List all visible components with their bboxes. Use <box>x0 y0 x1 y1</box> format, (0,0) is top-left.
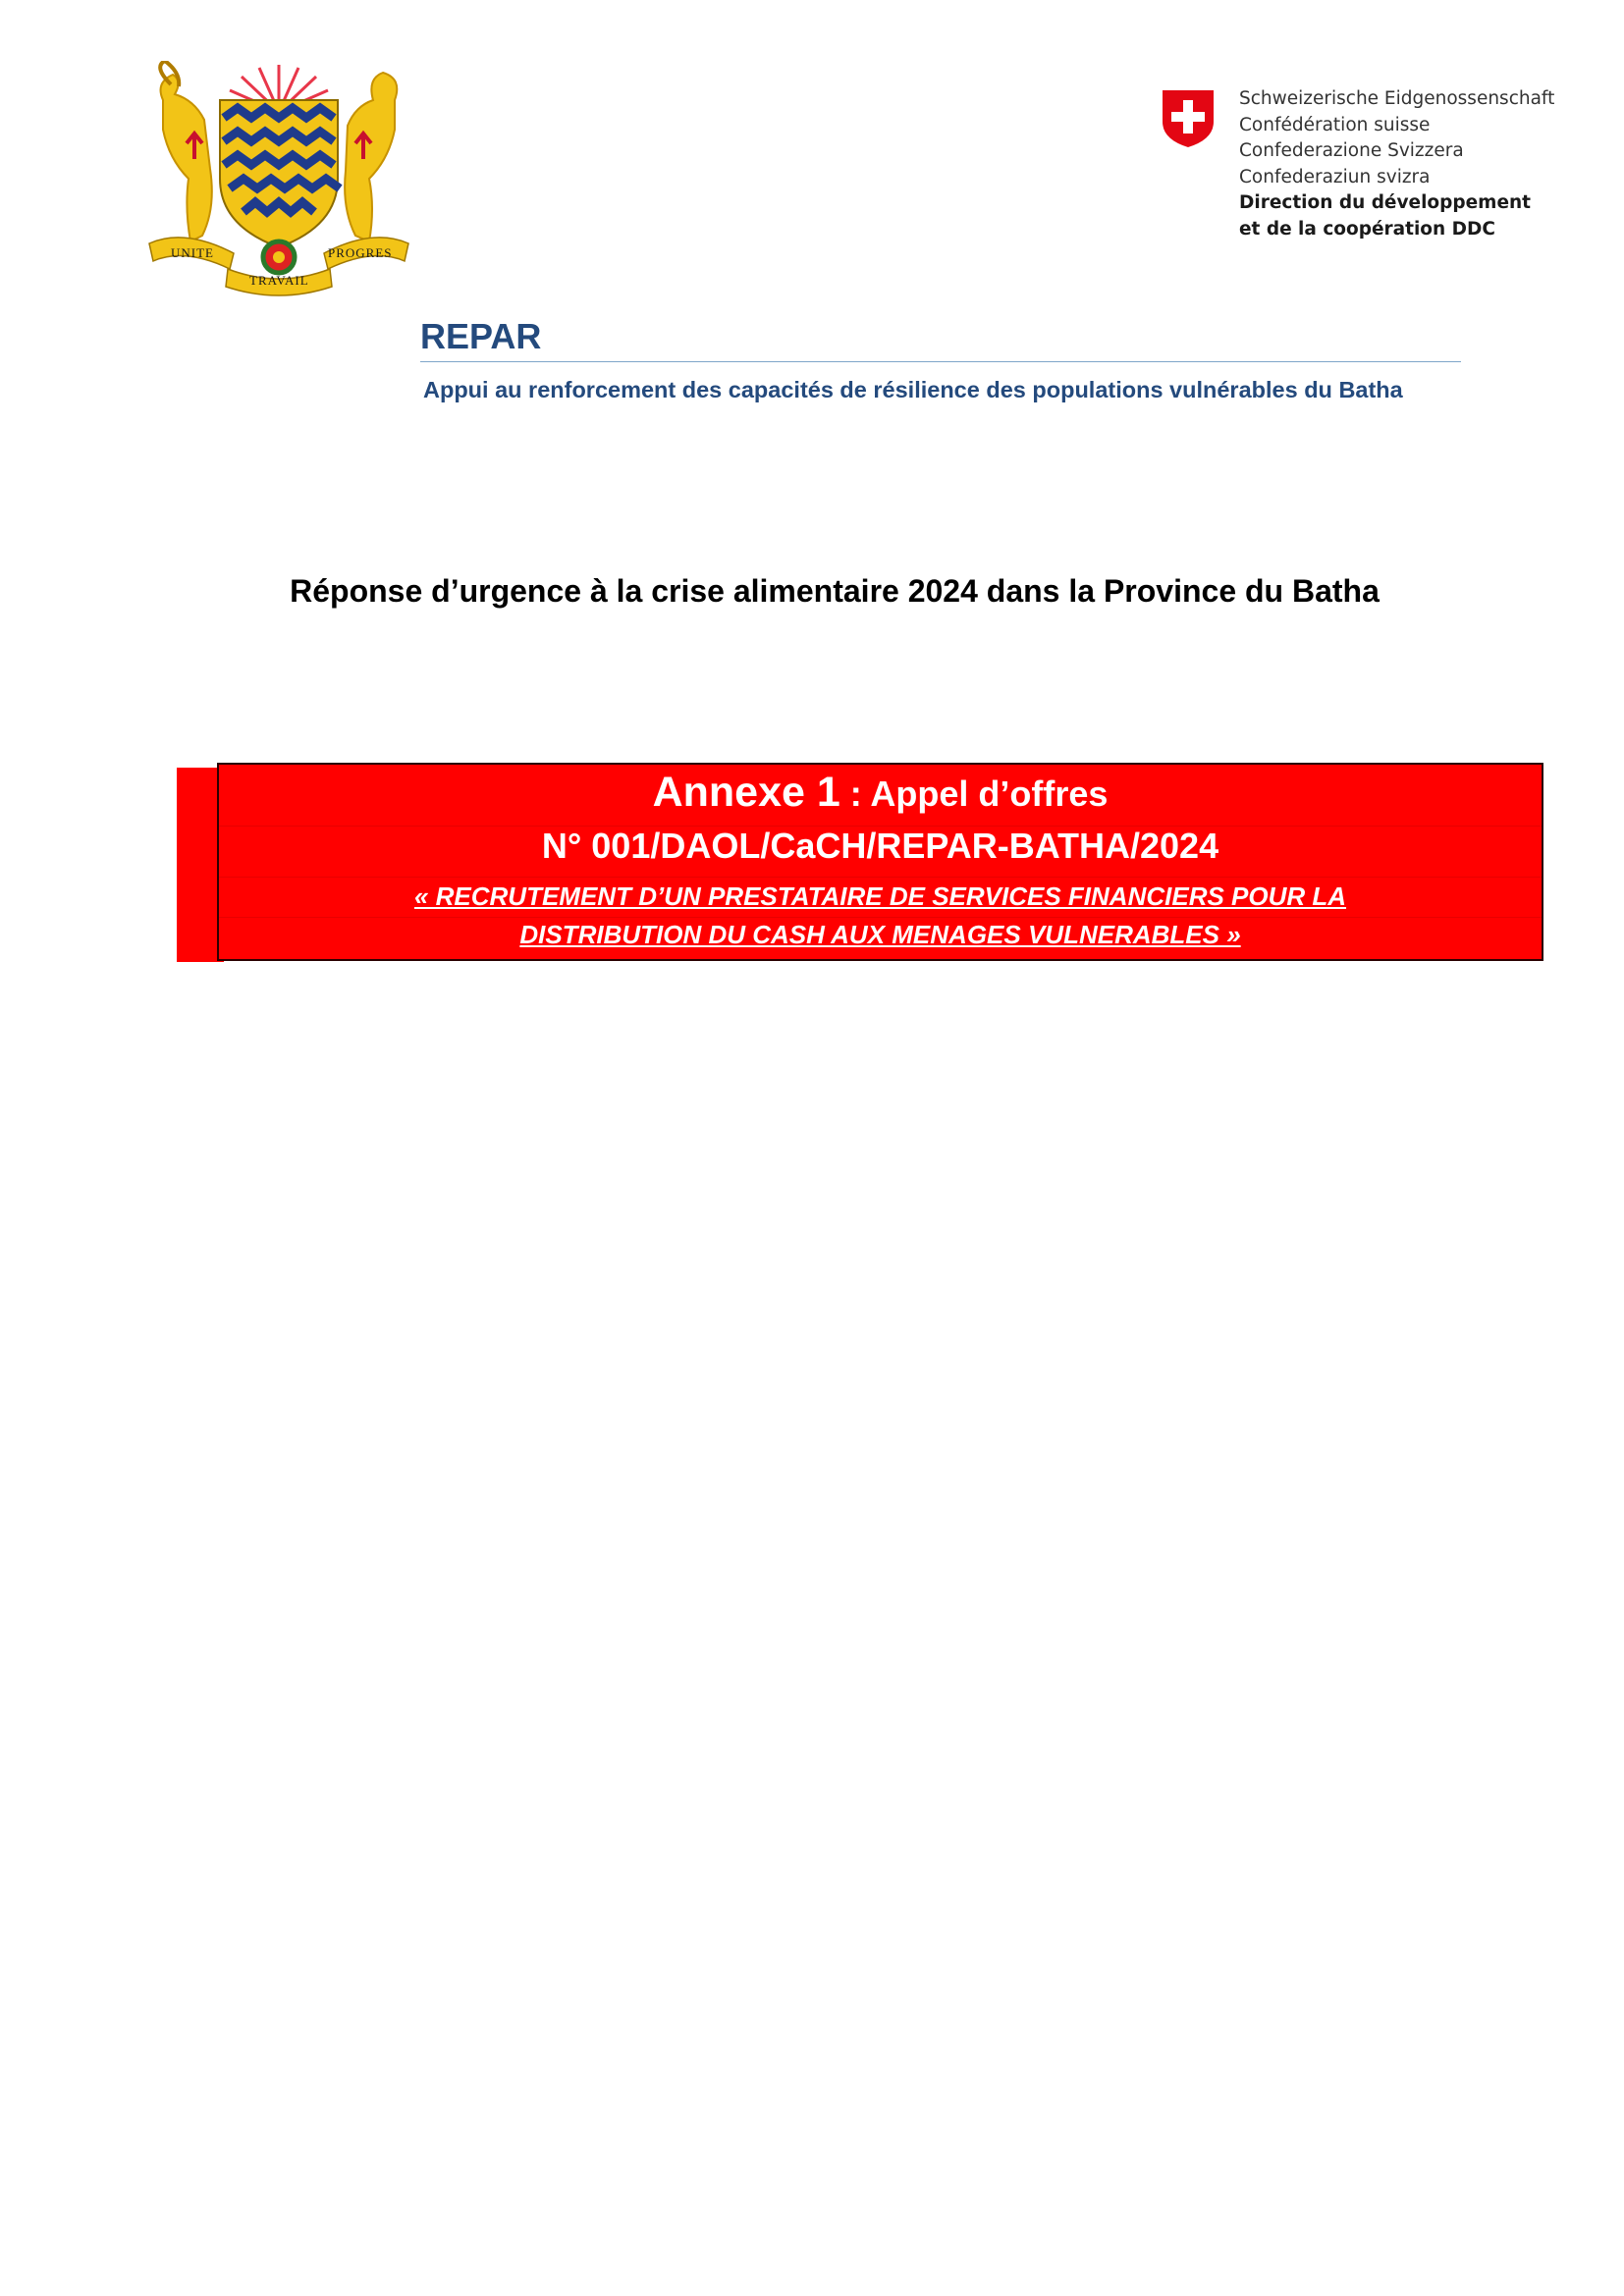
swiss-logo-line: Confédération suisse <box>1239 114 1431 135</box>
motto-progres: PROGRES <box>328 245 393 260</box>
annex-heading <box>219 769 1542 817</box>
header-divider <box>420 361 1461 362</box>
swiss-flag-icon <box>1161 88 1216 149</box>
swiss-logo-text <box>1239 86 1554 242</box>
swiss-agency-line: Direction du développement <box>1239 192 1532 213</box>
annex-label: Annexe 1 <box>652 769 840 816</box>
motto-travail: TRAVAIL <box>249 273 309 288</box>
annex-title: : Appel d’offres <box>839 774 1109 814</box>
swiss-agency-line: et de la coopération DDC <box>1239 218 1495 240</box>
tender-reference: N° 001/DAOL/CaCH/REPAR-BATHA/2024 <box>541 826 1219 866</box>
swiss-logo-line: Confederazione Svizzera <box>1239 140 1464 161</box>
annex-block <box>217 763 1543 961</box>
project-full-name: Appui au renforcement des capacités de résilience des populations vulnérables du Batha <box>423 377 1403 402</box>
tender-subject-line-1: « RECRUTEMENT D’UN PRESTATAIRE DE SERVICES FINANCIERS POUR LA <box>413 881 1347 911</box>
motto-unite: UNITE <box>171 245 214 260</box>
swiss-logo-line: Confederaziun svizra <box>1239 166 1431 187</box>
swiss-confederation-logo <box>1161 86 1573 243</box>
chad-coat-of-arms-icon <box>145 61 412 296</box>
swiss-logo-line: Schweizerische Eidgenossenschaft <box>1239 88 1555 109</box>
annex-row-divider <box>219 917 1542 918</box>
tender-subject-line-2: DISTRIBUTION DU CASH AUX MENAGES VULNERABLES » <box>519 920 1241 949</box>
document-heading: Réponse d’urgence à la crise alimentaire 2024 dans la Province du Batha <box>290 573 1380 609</box>
annex-row-divider <box>219 877 1542 878</box>
project-acronym: REPAR <box>420 316 542 356</box>
